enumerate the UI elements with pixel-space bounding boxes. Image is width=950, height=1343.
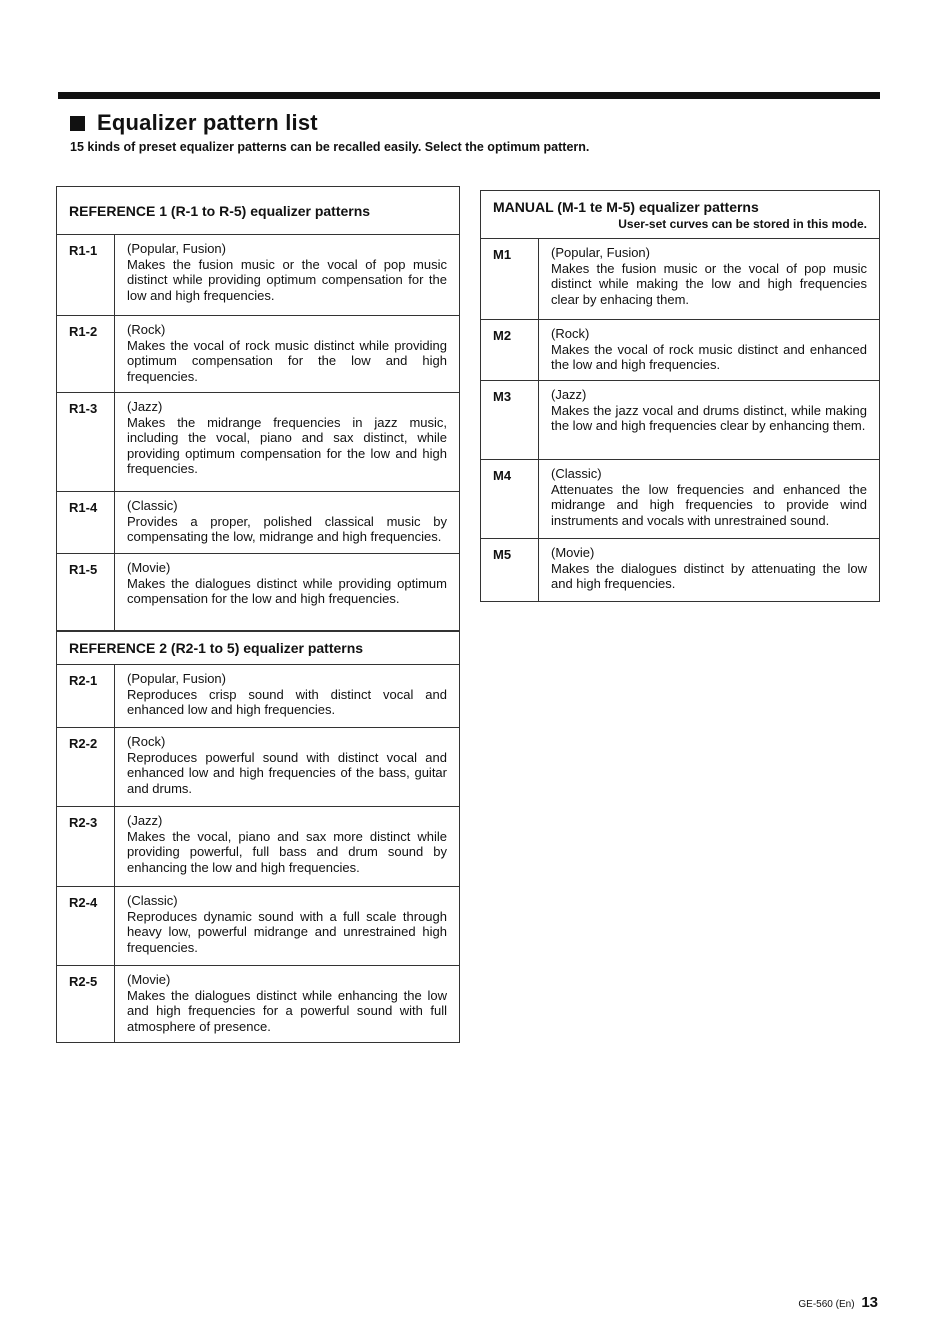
- pattern-text: Makes the vocal, piano and sax more distinct while providing powerful, full bass and drum sound by enhancing the low and high frequencies.: [127, 828, 447, 875]
- pattern-description: [539, 539, 879, 601]
- pattern-description: [539, 239, 879, 319]
- table-row: [57, 554, 459, 631]
- pattern-code: M4: [481, 460, 539, 538]
- top-rule: [58, 92, 880, 99]
- pattern-description: [539, 381, 879, 459]
- pattern-code: R2-2: [57, 728, 115, 806]
- bullet-square-icon: [70, 116, 85, 131]
- pattern-description: [115, 665, 459, 727]
- table-row: [57, 492, 459, 554]
- pattern-code: R1-3: [57, 393, 115, 491]
- table-row: [57, 966, 459, 1042]
- reference2-heading: REFERENCE 2 (R2-1 to 5) equalizer patterns: [57, 631, 459, 665]
- pattern-description: [115, 554, 459, 630]
- table-row: [481, 381, 879, 460]
- pattern-genre: (Jazz): [127, 813, 163, 828]
- pattern-genre: (Rock): [127, 734, 166, 749]
- table-row: [57, 393, 459, 492]
- pattern-genre: (Movie): [551, 545, 595, 560]
- pattern-code: R2-4: [57, 887, 115, 965]
- manual-heading: MANUAL (M-1 te M-5) equalizer patterns: [493, 199, 759, 215]
- pattern-description: [115, 807, 459, 886]
- table-row: [481, 539, 879, 601]
- pattern-genre: (Classic): [127, 893, 178, 908]
- table-row: [57, 728, 459, 807]
- pattern-code: R2-1: [57, 665, 115, 727]
- pattern-text: Makes the fusion music or the vocal of pop music distinct while making the low and high frequencies clear by enhacing them.: [551, 260, 867, 307]
- pattern-description: [115, 728, 459, 806]
- pattern-genre: (Popular, Fusion): [127, 671, 226, 686]
- pattern-code: M5: [481, 539, 539, 601]
- table-row: [481, 460, 879, 539]
- pattern-text: Makes the fusion music or the vocal of pop music distinct while providing optimum compensation for the low and high frequencies.: [127, 256, 447, 303]
- manual-subheading: User-set curves can be stored in this mode.: [618, 217, 867, 231]
- pattern-text: Attenuates the low frequencies and enhanced the midrange and high frequencies to provide wind instruments and vocals with unrestrained sound.: [551, 481, 867, 528]
- pattern-text: Reproduces crisp sound with distinct vocal and enhanced low and high frequencies.: [127, 686, 447, 718]
- pattern-text: Makes the midrange frequencies in jazz music, including the vocal, piano and sax distinct, while providing optimum compensation for the low and high frequencies.: [127, 414, 447, 477]
- page-title: Equalizer pattern list: [97, 110, 318, 135]
- pattern-genre: (Classic): [127, 498, 178, 513]
- table-row: [57, 807, 459, 887]
- pattern-code: R1-5: [57, 554, 115, 630]
- pattern-description: [115, 966, 459, 1042]
- pattern-description: [115, 235, 459, 315]
- table-row: [57, 887, 459, 966]
- pattern-code: M3: [481, 381, 539, 459]
- pattern-text: Reproduces powerful sound with distinct vocal and enhanced low and high frequencies of the bass, guitar and drums.: [127, 749, 447, 796]
- pattern-genre: (Rock): [127, 322, 166, 337]
- pattern-text: Makes the dialogues distinct by attenuating the low and high frequencies.: [551, 560, 867, 592]
- pattern-genre: (Classic): [551, 466, 602, 481]
- pattern-code: R2-3: [57, 807, 115, 886]
- page-number: 13: [861, 1294, 878, 1311]
- pattern-description: [115, 393, 459, 491]
- pattern-text: Makes the vocal of rock music distinct and enhanced the low and high frequencies.: [551, 341, 867, 373]
- manual-table: [480, 190, 880, 602]
- page-subtitle: 15 kinds of preset equalizer patterns can be recalled easily. Select the optimum pattern.: [70, 140, 590, 154]
- pattern-genre: (Popular, Fusion): [551, 245, 650, 260]
- title-row: [70, 110, 318, 136]
- pattern-description: [115, 316, 459, 392]
- pattern-text: Provides a proper, polished classical music by compensating the low, midrange and high frequencies.: [127, 513, 447, 545]
- pattern-code: R1-2: [57, 316, 115, 392]
- pattern-genre: (Movie): [127, 972, 171, 987]
- pattern-description: [115, 887, 459, 965]
- table-row: [481, 320, 879, 381]
- pattern-description: [539, 320, 879, 380]
- pattern-text: Makes the jazz vocal and drums distinct, while making the low and high frequencies clear by enhancing them.: [551, 402, 867, 434]
- pattern-genre: (Popular, Fusion): [127, 241, 226, 256]
- pattern-description: [115, 492, 459, 553]
- reference1-heading: REFERENCE 1 (R-1 to R-5) equalizer patterns: [57, 187, 459, 235]
- table-row: [57, 665, 459, 728]
- pattern-genre: (Jazz): [551, 387, 587, 402]
- reference-table: [56, 186, 460, 1043]
- pattern-text: Reproduces dynamic sound with a full scale through heavy low, powerful midrange and unrestrained high frequencies.: [127, 908, 447, 955]
- pattern-text: Makes the vocal of rock music distinct while providing optimum compensation for the low and high frequencies.: [127, 337, 447, 384]
- pattern-text: Makes the dialogues distinct while providing optimum compensation for the low and high frequencies.: [127, 575, 447, 607]
- pattern-code: R1-1: [57, 235, 115, 315]
- table-row: [481, 239, 879, 320]
- manual-heading-block: [481, 191, 879, 239]
- model-label: GE-560 (En): [798, 1299, 855, 1310]
- pattern-code: R2-5: [57, 966, 115, 1042]
- table-row: [57, 316, 459, 393]
- pattern-genre: (Rock): [551, 326, 590, 341]
- pattern-genre: (Jazz): [127, 399, 163, 414]
- pattern-code: M2: [481, 320, 539, 380]
- pattern-code: R1-4: [57, 492, 115, 553]
- page-footer: [798, 1294, 878, 1311]
- pattern-code: M1: [481, 239, 539, 319]
- pattern-genre: (Movie): [127, 560, 171, 575]
- table-row: [57, 235, 459, 316]
- pattern-text: Makes the dialogues distinct while enhancing the low and high frequencies for a powerful sound with full atmosphere of presence.: [127, 987, 447, 1034]
- pattern-description: [539, 460, 879, 538]
